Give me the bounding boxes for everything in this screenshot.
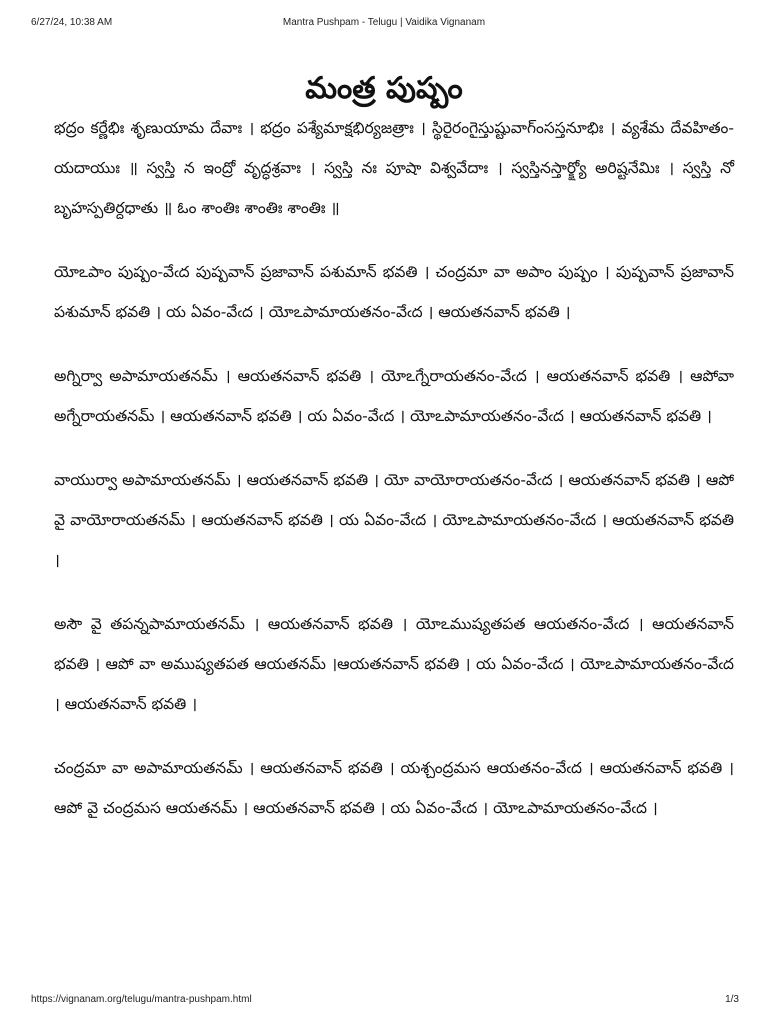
stanza-agni: అగ్నిర్వా అపామాయతనమ్ । ఆయతనవాన్ భవతి । యోఽగ్నేరాయతనం-వేఁద । ఆయతనవాన్ భవతి । ఆపోవా అగ్నేరాయతనమ్ । ఆయతనవాన్ భవతి । య ఏవం-వేఁద । యోఽపామాయతనం-వేఁద । ఆయతనవాన్ భవతి । [54, 367, 734, 425]
print-datetime: 6/27/24, 10:38 AM [31, 17, 113, 28]
print-document-title: Mantra Pushpam - Telugu | Vaidika Vignanam [282, 17, 486, 28]
stanza-tapan-surya: అసౌ వై తపన్నపామాయతనమ్ । ఆయతనవాన్ భవతి । యోఽముష్యతపత ఆయతనం-వేఁద । ఆయతనవాన్ భవతి । ఆపో వా అముష్యతపత ఆయతనమ్ ।ఆయతనవాన్ భవతి । య ఏవం-వేఁద । యోఽపామాయతనం-వేఁద । ఆయతనవాన్ భవతి । [54, 615, 734, 713]
stanza-chandrama: చంద్రమా వా అపామాయతనమ్ । ఆయతనవాన్ భవతి । యశ్చంద్రమస ఆయతనం-వేఁద । ఆయతనవాన్ భవతి । ఆపో వై చంద్రమస ఆయతనమ్ । ఆయతనవాన్ భవతి । య ఏవం-వేఁద । యోఽపామాయతనం-వేఁద । [54, 759, 734, 817]
page-title: మంత్ర పుష్పం [305, 71, 463, 107]
print-footer [0, 994, 768, 1008]
print-header [0, 17, 768, 31]
mantra-text [54, 108, 734, 852]
stanza-apam-pushpam: యోఽపాం పుష్పం-వేఁద పుష్పవాన్ ప్రజావాన్ పశుమాన్ భవతి । చంద్రమా వా అపాం పుష్పం । పుష్పవాన్ ప్రజావాన్ పశుమాన్ భవతి । య ఏవం-వేఁద । యోఽపామాయతనం-వేఁద । ఆయతనవాన్ భవతి । [54, 263, 734, 321]
page-number: 1/3 [725, 994, 739, 1005]
page-url: https://vignanam.org/telugu/mantra-pushpam.html [31, 994, 252, 1005]
stanza-vayu: వాయుర్వా అపామాయతనమ్ । ఆయతనవాన్ భవతి । యో వాయోరాయతనం-వేఁద । ఆయతనవాన్ భవతి । ఆపో వై వాయోరాయతనమ్ । ఆయతనవాన్ భవతి । య ఏవం-వేఁద । యోఽపామాయతనం-వేఁద । ఆయతనవాన్ భవతి । [54, 471, 734, 569]
stanza-shanti-mantra: భద్రం కర్ణేభిః శృణుయామ దేవాః । భద్రం పశ్యేమాక్షభిర్యజత్రాః । స్థిరైరంగైస్తుష్టువాగ్ంసస్తనూభిః । వ్యశేమ దేవహితం-యదాయుః ॥ స్వస్తి న ఇంద్రో వృద్ధశ్రవాః । స్వస్తి నః పూషా విశ్వవేదాః । స్వస్తినస్తార్క్ష్యో అరిష్టనేమిః । స్వస్తి నో బృహస్పతిర్దధాతు ॥ ఓం శాంతిః శాంతిః శాంతిః ॥ [54, 119, 734, 217]
